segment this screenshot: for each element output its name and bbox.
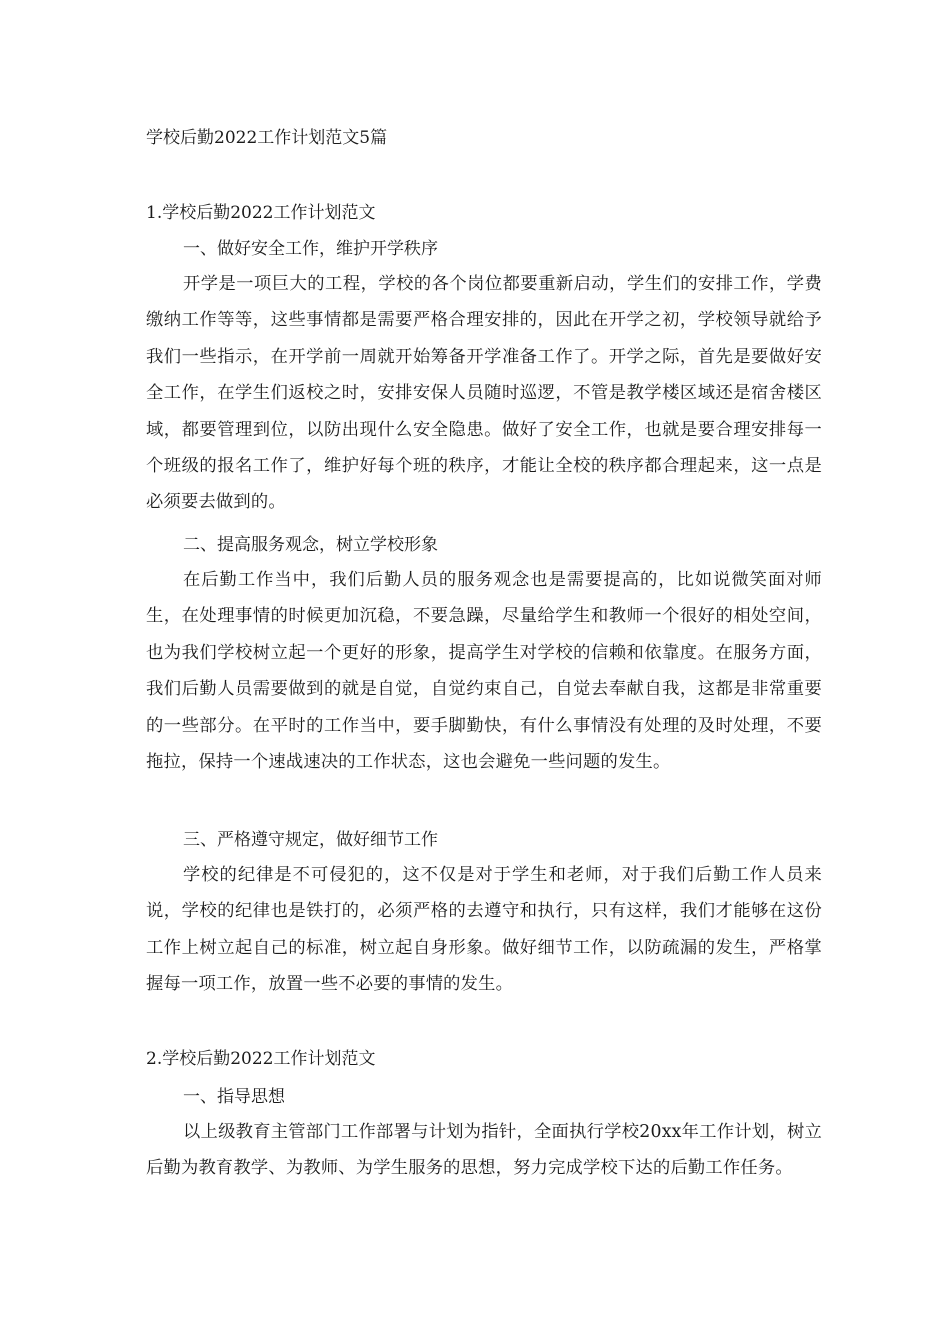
section-heading: 2.学校后勤2022工作计划范文: [146, 1049, 376, 1069]
subheading: 一、指导思想: [183, 1087, 285, 1107]
section-heading: 1.学校后勤2022工作计划范文: [146, 203, 376, 223]
paragraph: 在后勤工作当中，我们后勤人员的服务观念也是需要提高的，比如说微笑面对师生，在处理事情的时候更加沉稳，不要急躁，尽量给学生和教师一个很好的相处空间，也为我们学校树立起一个更好的形象，提高学生对学校的信赖和依靠度。在服务方面，我们后勤人员需要做到的就是自觉，自觉约束自己，自觉去奉献自我，这都是非常重要的一些部分。在平时的工作当中，要手脚勤快，有什么事情没有处理的及时处理，不要拖拉，保持一个速战速决的工作状态，这也会避免一些问题的发生。: [146, 570, 822, 773]
subheading: 二、提高服务观念，树立学校形象: [183, 535, 438, 555]
subheading: 一、做好安全工作，维护开学秩序: [183, 239, 438, 259]
document-title: 学校后勤2022工作计划范文5篇: [146, 128, 388, 148]
subheading: 三、严格遵守规定，做好细节工作: [183, 830, 438, 850]
paragraph: 以上级教育主管部门工作部署与计划为指针，全面执行学校20xx年工作计划，树立后勤为教育教学、为教师、为学生服务的思想，努力完成学校下达的后勤工作任务。: [146, 1122, 822, 1179]
paragraph: 开学是一项巨大的工程，学校的各个岗位都要重新启动，学生们的安排工作，学费缴纳工作等等，这些事情都是需要严格合理安排的，因此在开学之初，学校领导就给予我们一些指示，在开学前一周就开始筹备开学准备工作了。开学之际，首先是要做好安全工作，在学生们返校之时，安排安保人员随时巡逻，不管是教学楼区域还是宿舍楼区域，都要管理到位，以防出现什么安全隐患。做好了安全工作，也就是要合理安排每一个班级的报名工作了，维护好每个班的秩序，才能让全校的秩序都合理起来，这一点是必须要去做到的。: [146, 274, 822, 513]
paragraph: 学校的纪律是不可侵犯的，这不仅是对于学生和老师，对于我们后勤工作人员来说，学校的纪律也是铁打的，必须严格的去遵守和执行，只有这样，我们才能够在这份工作上树立起自己的标准，树立起自身形象。做好细节工作，以防疏漏的发生，严格掌握每一项工作，放置一些不必要的事情的发生。: [146, 865, 822, 995]
